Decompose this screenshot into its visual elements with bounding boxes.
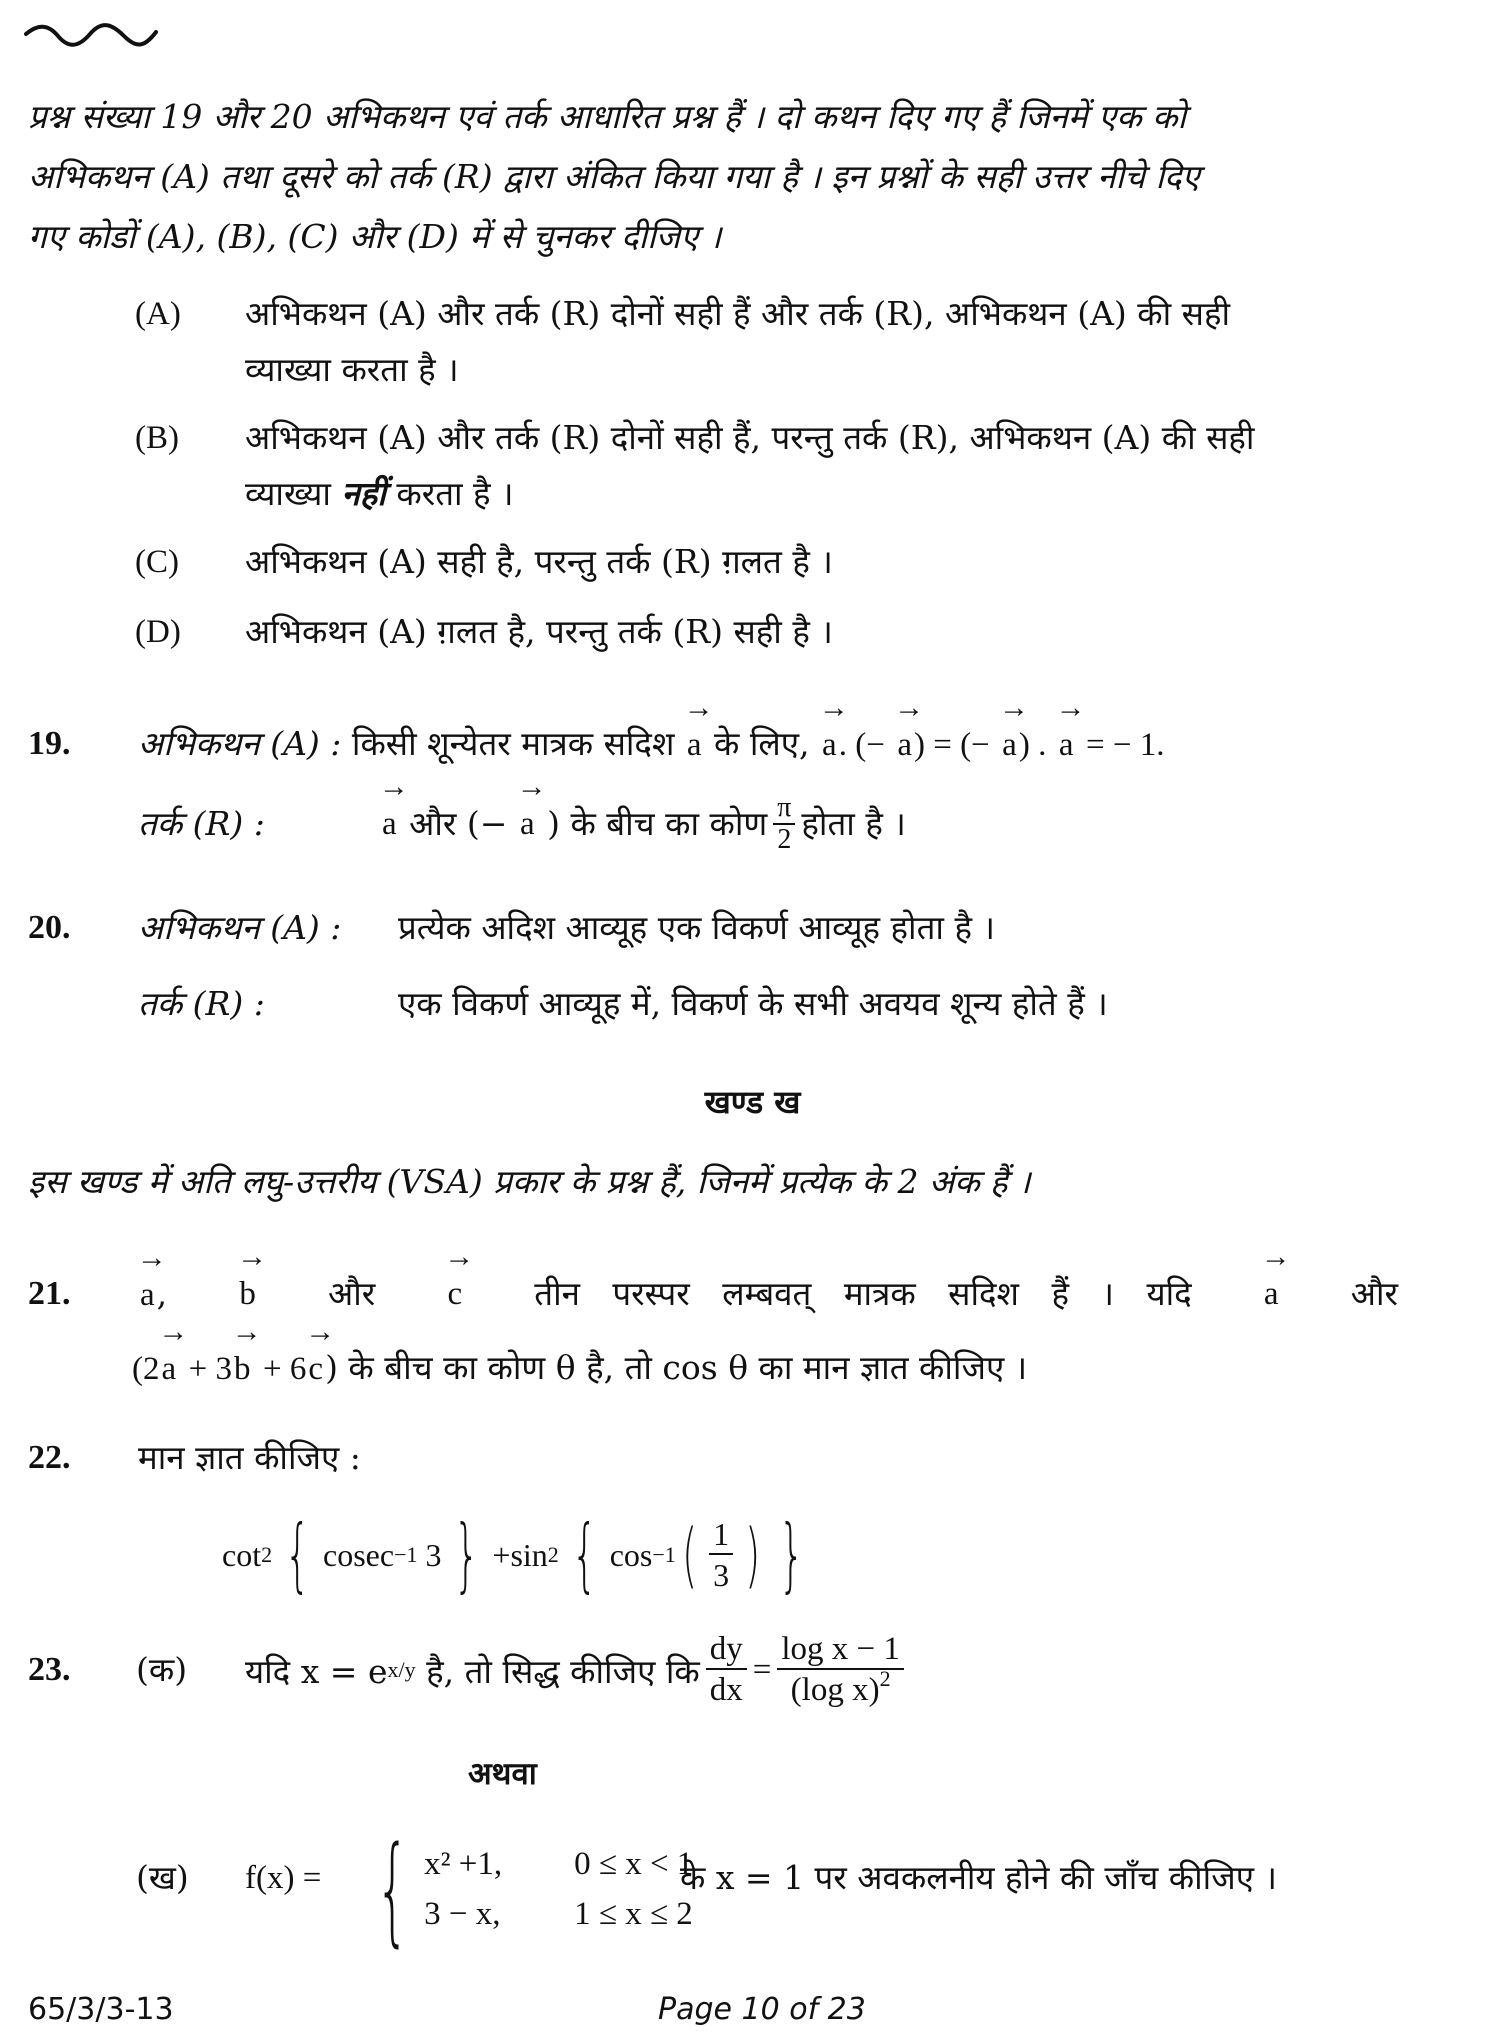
- vector-a: → a: [518, 802, 537, 846]
- assertion-label: अभिकथन (A) :: [138, 908, 342, 947]
- assertion: अभिकथन (A) : किसी शून्येतर मात्रक सदिश → a के लिए, → a. (− → a) = (− → a) . → a = − 1.: [138, 722, 1164, 767]
- question-number: 23.: [28, 1651, 71, 1688]
- option-text: अभिकथन (A) ग़लत है, परन्तु तर्क (R) सही है ।: [245, 612, 833, 651]
- option-text: अभिकथन (A) सही है, परन्तु तर्क (R) ग़लत है ।: [245, 542, 833, 581]
- question-number: 19.: [28, 725, 71, 762]
- option-label: (A): [135, 296, 181, 332]
- option-text: व्याख्या करता है ।: [245, 350, 459, 389]
- left-paren: (: [681, 1514, 697, 1596]
- vector-a: → a: [160, 1347, 179, 1391]
- right-brace: }: [779, 1508, 805, 1601]
- piecewise-function: [355, 1820, 724, 1958]
- left-brace: {: [375, 1820, 410, 1958]
- question-number: 21.: [28, 1275, 71, 1312]
- assertion-label: अभिकथन (A) :: [138, 724, 342, 763]
- vector-a: → a: [895, 723, 914, 767]
- fraction-dy-dx: $\frac{dy}{dx}$: [706, 1630, 747, 1710]
- vector-a: → a: [1000, 723, 1019, 767]
- left-brace: {: [284, 1508, 311, 1601]
- vector-a: → a: [138, 1273, 157, 1317]
- section-description: इस खण्ड में अति लघु-उत्तरीय (VSA) प्रकार के प्रश्न हैं, जिनमें प्रत्येक के 2 अंक हैं ।: [28, 1162, 1031, 1201]
- function-name: f(x) =: [245, 1860, 322, 1896]
- part-a: यदि x = e x/y है, तो सिद्ध कीजिए कि $\frac{dy}{dx}$ = $\frac{\text{log x − 1}}{(\log x)^2}$: [245, 1618, 910, 1722]
- reason-label: तर्क (R) :: [138, 984, 265, 1023]
- part-label-a: (क): [136, 1650, 188, 1689]
- question-number: 20.: [28, 909, 71, 946]
- vector-c: → c: [306, 1347, 325, 1391]
- vector-b: → b: [232, 1347, 253, 1391]
- reason-text: एक विकर्ण आव्यूह में, विकर्ण के सभी अवयव शून्य होते हैं ।: [398, 984, 1108, 1023]
- case-1-cond: 0 ≤ x < 1: [574, 1846, 694, 1882]
- page-number: Page 10 of 23: [658, 1992, 866, 2027]
- reason-label: तर्क (R) :: [138, 804, 265, 843]
- question-prompt: मान ज्ञात कीजिए :: [138, 1438, 361, 1477]
- vector-a: → a: [685, 723, 704, 767]
- vector-a: → a: [1262, 1272, 1281, 1317]
- instruction-line: गए कोडों (A), (B), (C) और (D) में से चुनकर दीजिए ।: [28, 217, 722, 256]
- q21-line-1: → a, → b और → c तीन परस्पर लम्बवत् मात्रक सदिश हैं । यदि → a और: [138, 1272, 1398, 1317]
- right-brace: }: [454, 1508, 480, 1601]
- option-text: अभिकथन (A) और तर्क (R) दोनों सही हैं, परन्तु तर्क (R), अभिकथन (A) की सही: [245, 418, 1255, 457]
- option-text: अभिकथन (A) और तर्क (R) दोनों सही हैं और तर्क (R), अभिकथन (A) की सही: [245, 294, 1231, 333]
- q21-line-2: (2→ a + 3→ b + 6→ c) के बीच का कोण θ है, तो cos θ का मान ज्ञात कीजिए ।: [132, 1346, 1027, 1391]
- vector-b: → b: [237, 1272, 258, 1317]
- left-brace: {: [571, 1508, 597, 1601]
- wave-ornament-icon: [24, 22, 158, 52]
- reason: → a और (− → a ) के बीच का कोण $\frac{\pi}{2}$ होता है ।: [380, 792, 906, 856]
- fraction-rhs: $\frac{\text{log x − 1}}{(\log x)^2}$: [777, 1630, 904, 1710]
- option-text: व्याख्या नहीं करता है ।: [245, 474, 514, 513]
- vector-a: → a: [380, 802, 399, 846]
- vector-a: → a: [820, 723, 839, 767]
- part-b-text: के x = 1 पर अवकलनीय होने की जाँच कीजिए ।: [680, 1858, 1277, 1897]
- fraction-pi-over-2: $\frac{\pi}{2}$: [773, 793, 795, 855]
- instruction-line: अभिकथन (A) तथा दूसरे को तर्क (R) द्वारा अंकित किया गया है । इन प्रश्नों के सही उत्तर नीचे दिए: [28, 157, 1200, 196]
- part-label-b: (ख): [136, 1858, 189, 1897]
- question-number: 22.: [28, 1439, 71, 1476]
- instruction-line: प्रश्न संख्या 19 और 20 अभिकथन एवं तर्क आधारित प्रश्न हैं । दो कथन दिए गए हैं जिनमें एक को: [28, 97, 1187, 136]
- section-title: खण्ड ख: [704, 1083, 801, 1121]
- case-2-expr: 3 − x,: [424, 1896, 501, 1932]
- trig-expression: cot 2 { cosec −1 3 } + sin 2 { cos −1 ( $\frac{1}{3}$ ) }: [222, 1508, 805, 1601]
- paper-code: 65/3/3-13: [28, 1992, 174, 2027]
- or-divider: अथवा: [468, 1756, 537, 1792]
- emphasis-not: नहीं: [341, 474, 386, 513]
- option-label: (B): [135, 420, 179, 456]
- vector-a: → a: [1057, 723, 1076, 767]
- fraction-one-third: $\frac{1}{3}$: [709, 1515, 733, 1595]
- case-2-cond: 1 ≤ x ≤ 2: [574, 1896, 693, 1932]
- right-paren: ): [745, 1514, 761, 1596]
- option-label: (D): [135, 614, 181, 650]
- case-1-expr: x² +1,: [424, 1846, 503, 1882]
- option-label: (C): [135, 544, 179, 580]
- vector-c: → c: [445, 1272, 464, 1317]
- assertion-text: प्रत्येक अदिश आव्यूह एक विकर्ण आव्यूह होता है ।: [398, 908, 995, 947]
